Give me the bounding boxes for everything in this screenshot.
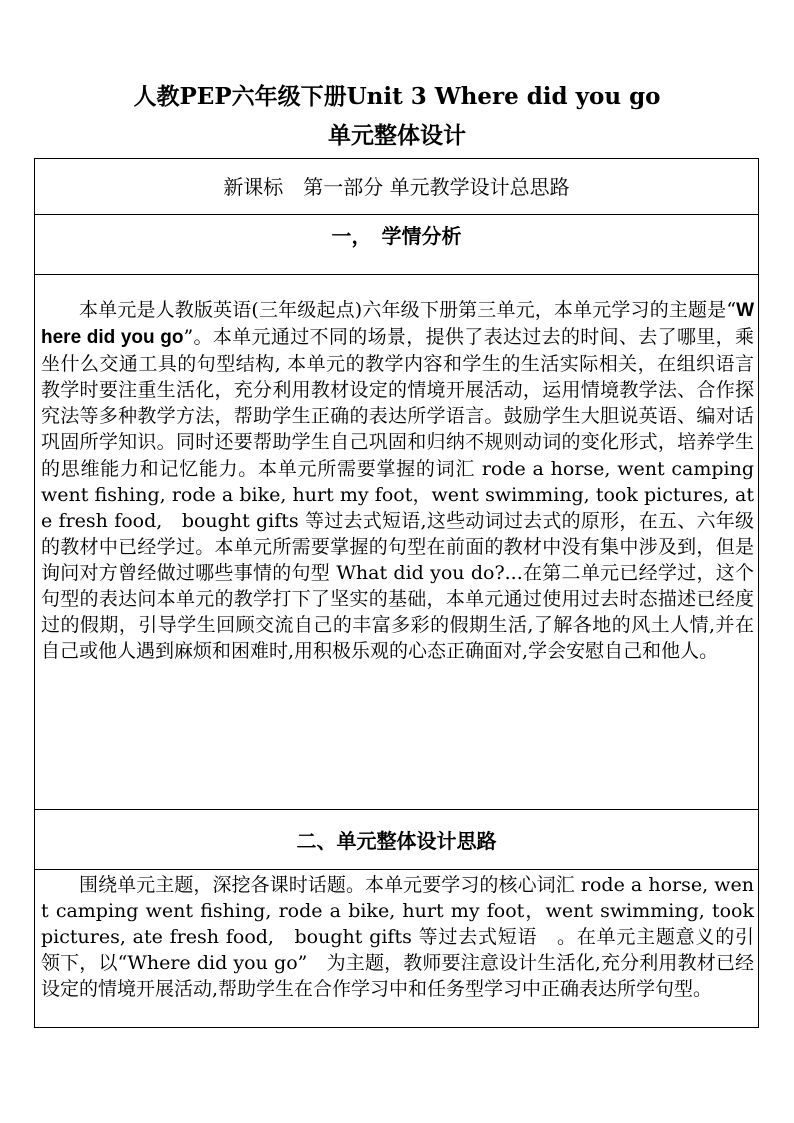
section1-paragraph [41, 297, 754, 664]
section2-paragraph: 围绕单元主题，深挖各课时话题。本单元要学习的核心词汇 rode a horse, went camping went fishing, rode a bike, hurt my foot，went swimming, took pictures, ate fresh food, bought gifts 等过去式短语 。在单元主题意义的引领下，以“Where did you go” 为主题，教师要注意设计生活化,充分利用教材已经设定的情境开展活动,帮助学生在合作学习中和任务型学习中正确表达所学句型。 [41, 874, 754, 1001]
table-row-section1-body [35, 274, 758, 809]
design-table [34, 158, 759, 1028]
section1-paragraph-part1: 本单元是人教版英语(三年级起点)六年级下册第三单元，本单元学习的主题是“ [79, 299, 737, 321]
table-row-section2-body [35, 869, 758, 1027]
table-row-section2-heading [35, 809, 758, 869]
document-subtitle: 单元整体设计 [328, 122, 466, 149]
section2-heading: 二、单元整体设计思路 [296, 829, 497, 853]
table-row-section1-heading [35, 214, 758, 274]
table-subtitle: 新课标 第一部分 单元教学设计总思路 [223, 175, 570, 199]
section1-paragraph-emphasis: Where did you go [41, 300, 754, 349]
section1-heading: 一， 学情分析 [331, 224, 462, 248]
section1-paragraph-part2: ”。本单元通过不同的场景，提供了表达过去的时间、去了哪里，乘坐什么交通工具的句型结构, 本单元的教学内容和学生的生活实际相关，在组织语言教学时要注重生活化，充分利用教材设定的情境开展活动，运用情境教学法、合作探究法等多种教学方法，帮助学生正确的表达所学语言。鼓励学生大胆说英语、编对话巩固所学知识。同时还要帮助学生自己巩固和归纳不规则动词的变化形式，培养学生的思维能力和记忆能力。本单元所需要掌握的词汇 rode a horse, went camping went fishing, rode a bike, hurt my foot，went swimming, took pictures, ate fresh food, bought gifts 等过去式短语,这些动词过去式的原形，在五、六年级的教材中已经学过。本单元所需要掌握的句型在前面的教材中没有集中涉及到，但是询问对方曾经做过哪些事情的句型 What did you do?...在第二单元已经学过，这个句型的表达问本单元的教学打下了坚实的基础，本单元通过使用过去时态描述已经度过的假期，引导学生回顾交流自己的丰富多彩的假期生活,了解各地的风土人情,并在自己或他人遇到麻烦和困难时,用积极乐观的心态正确面对,学会安慰自己和他人。 [41, 326, 754, 663]
document-title: 人教PEP六年级下册Unit 3 Where did you go [133, 83, 661, 110]
table-row-subtitle [35, 159, 758, 214]
